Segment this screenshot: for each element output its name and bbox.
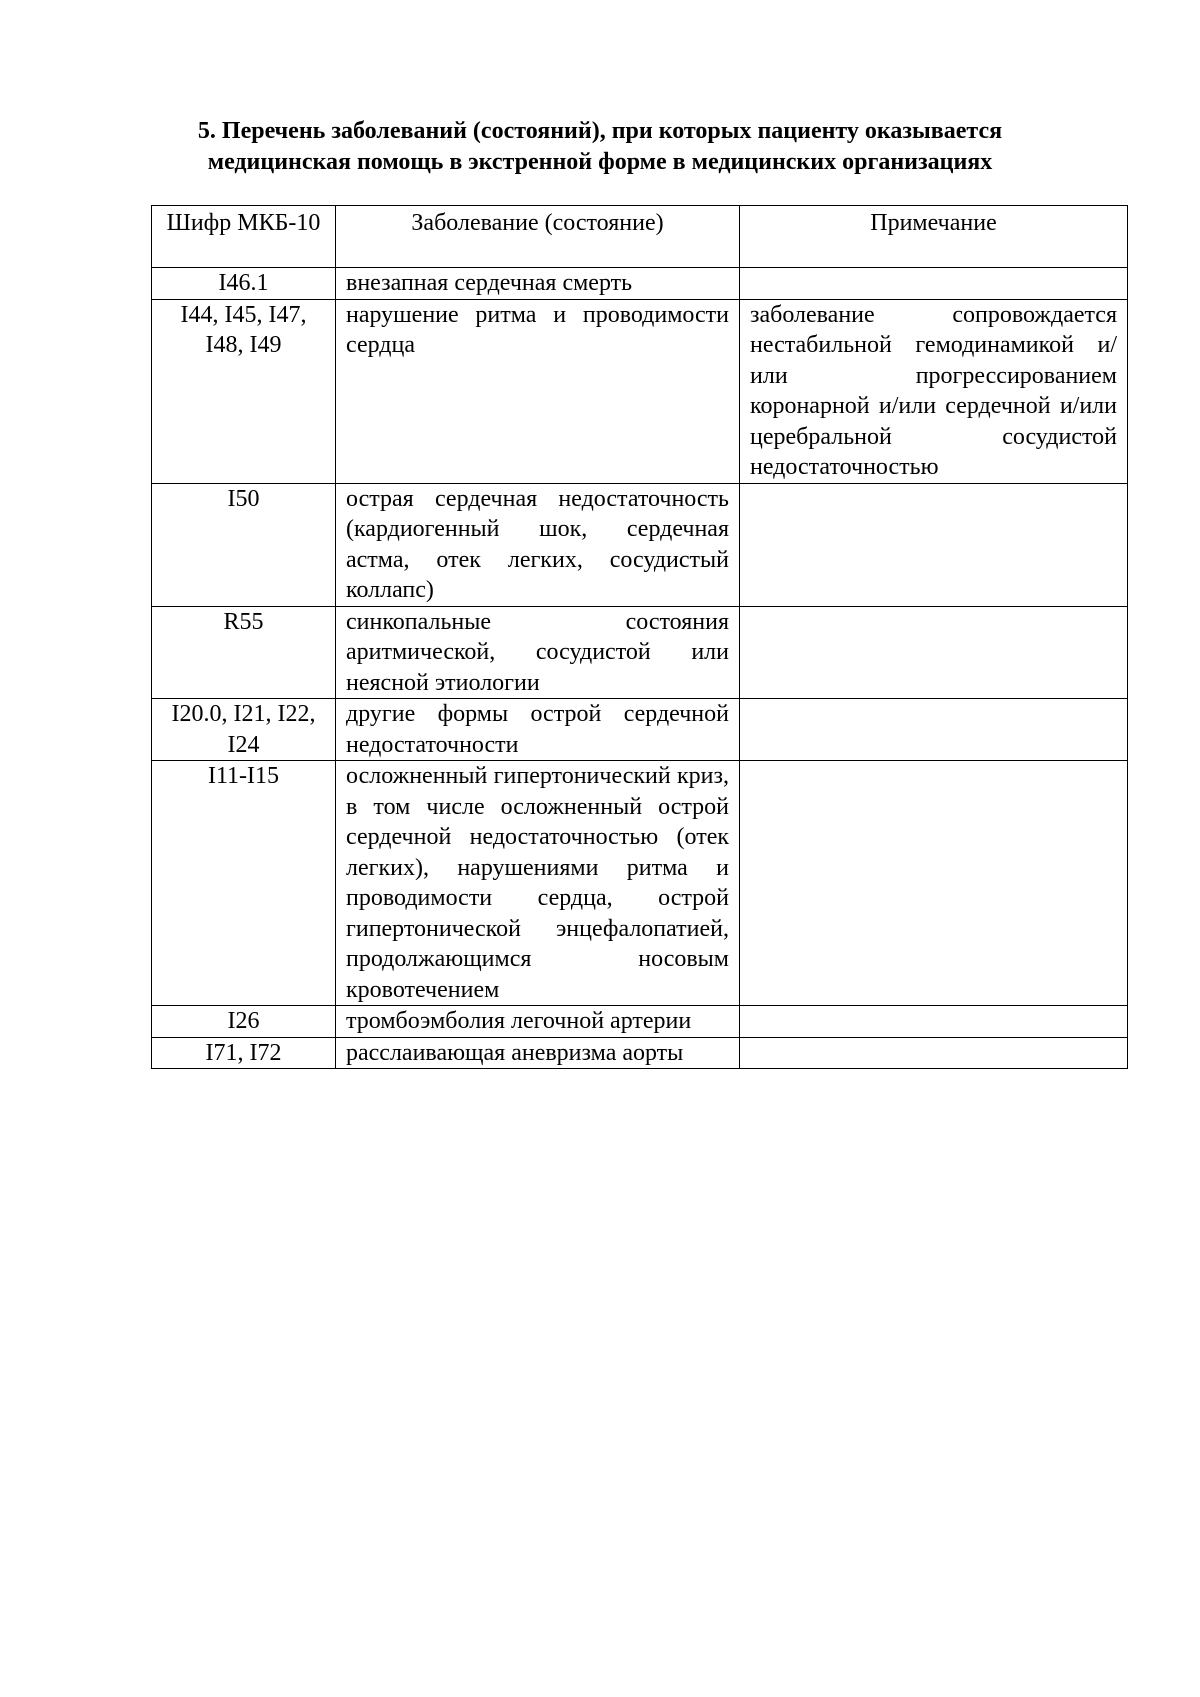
table-row [152, 1037, 1128, 1069]
disease-cell: тромбоэмболия легочной артерии [336, 1006, 740, 1038]
table-header-row [152, 206, 1128, 268]
note-cell [740, 1006, 1128, 1038]
disease-table [151, 205, 1128, 1069]
disease-cell: другие формы острой сердечной недостаточности [336, 699, 740, 761]
header-note: Примечание [740, 206, 1128, 268]
disease-cell: внезапная сердечная смерть [336, 268, 740, 300]
page-title-line-2: медицинская помощь в экстренной форме в медицинских организациях [207, 149, 993, 175]
header-disease: Заболевание (состояние) [336, 206, 740, 268]
note-cell [740, 483, 1128, 606]
disease-cell: синкопальные состояния аритмической, сосудистой или неясной этиологии [336, 606, 740, 699]
header-code: Шифр МКБ-10 [152, 206, 336, 268]
disease-cell: осложненный гипертонический криз, в том числе осложненный острой сердечной недостаточностью (отек легких), нарушениями ритма и проводимости сердца, острой гипертонической энцефалопатией, продолжающимся носовым кровотечением [336, 761, 740, 1006]
note-cell: заболевание сопровождается нестабильной гемодинамикой и/или прогрессированием коронарной и/или сердечной и/или церебральной сосудистой недостаточностью [740, 299, 1128, 483]
code-cell: I44, I45, I47, I48, I49 [152, 299, 336, 483]
note-cell [740, 268, 1128, 300]
table-row [152, 606, 1128, 699]
note-cell [740, 761, 1128, 1006]
table-row [152, 761, 1128, 1006]
code-cell: I50 [152, 483, 336, 606]
code-cell: I26 [152, 1006, 336, 1038]
table-row [152, 268, 1128, 300]
code-cell: R55 [152, 606, 336, 699]
page-title-line-1: 5. Перечень заболеваний (состояний), при которых пациенту оказывается [197, 118, 1003, 144]
table-row [152, 483, 1128, 606]
disease-cell: расслаивающая аневризма аорты [336, 1037, 740, 1069]
table-row [152, 699, 1128, 761]
disease-cell: нарушение ритма и проводимости сердца [336, 299, 740, 483]
page-title [150, 116, 1050, 178]
table-row [152, 299, 1128, 483]
code-cell: I46.1 [152, 268, 336, 300]
note-cell [740, 699, 1128, 761]
note-cell [740, 606, 1128, 699]
table-row [152, 1006, 1128, 1038]
code-cell: I20.0, I21, I22, I24 [152, 699, 336, 761]
code-cell: I71, I72 [152, 1037, 336, 1069]
note-cell [740, 1037, 1128, 1069]
disease-cell: острая сердечная недостаточность (кардиогенный шок, сердечная астма, отек легких, сосудистый коллапс) [336, 483, 740, 606]
code-cell: I11-I15 [152, 761, 336, 1006]
